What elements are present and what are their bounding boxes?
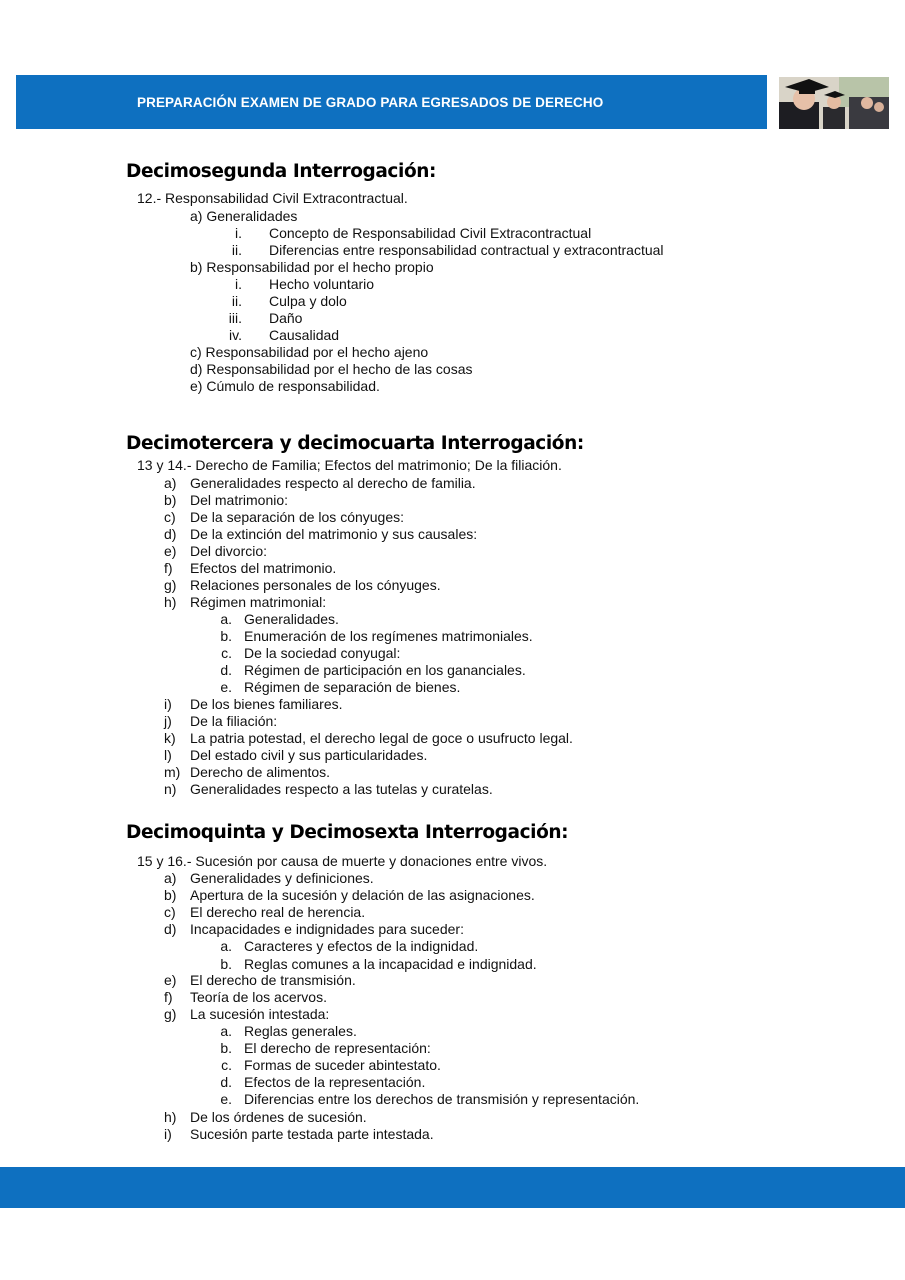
subsection-label: b) Responsabilidad por el hecho propio bbox=[190, 259, 434, 275]
graduates-photo-icon bbox=[779, 77, 889, 129]
list-marker: e. bbox=[220, 1091, 232, 1107]
list-item: De la separación de los cónyuges: bbox=[190, 509, 405, 525]
list-marker: c. bbox=[221, 645, 232, 661]
list-item: Generalidades respecto a las tutelas y curatelas. bbox=[190, 781, 493, 797]
list-marker: b. bbox=[220, 955, 232, 972]
list-item: Hecho voluntario bbox=[269, 276, 375, 292]
list-marker: a) bbox=[164, 870, 177, 886]
list-marker: b. bbox=[220, 1040, 232, 1056]
list-marker: ii. bbox=[231, 242, 242, 258]
section-intro: 15 y 16.- Sucesión por causa de muerte y donaciones entre vivos. bbox=[137, 853, 548, 869]
list-marker: c) bbox=[164, 509, 176, 525]
list-item: La sucesión intestada: bbox=[190, 1006, 330, 1022]
list-marker: a. bbox=[220, 611, 232, 627]
list-marker: iii. bbox=[228, 310, 242, 326]
list-marker: a. bbox=[220, 1023, 232, 1039]
list-item: Culpa y dolo bbox=[269, 293, 347, 309]
list-marker: b) bbox=[164, 492, 177, 508]
list-item: Régimen matrimonial: bbox=[190, 594, 327, 610]
list-marker: g) bbox=[164, 1006, 177, 1022]
header-banner bbox=[16, 75, 767, 129]
list-marker: iv. bbox=[229, 327, 242, 343]
list-marker: d. bbox=[220, 1074, 232, 1090]
list-marker: f) bbox=[164, 989, 173, 1005]
list-marker: e. bbox=[220, 679, 232, 695]
list-item: Efectos de la representación. bbox=[244, 1074, 426, 1090]
list-item: Diferencias entre responsabilidad contractual y extracontractual bbox=[269, 242, 664, 258]
list-item: Del matrimonio: bbox=[190, 492, 289, 508]
section-heading-decimoquinta: Decimoquinta y Decimosexta Interrogación: bbox=[126, 822, 569, 843]
subsection-label: e) Cúmulo de responsabilidad. bbox=[190, 378, 380, 394]
list-item: Reglas generales. bbox=[244, 1023, 357, 1039]
section-intro: 13 y 14.- Derecho de Familia; Efectos del matrimonio; De la filiación. bbox=[137, 457, 562, 473]
list-item: Apertura de la sucesión y delación de las asignaciones. bbox=[190, 887, 535, 903]
subsection-label: a) Generalidades bbox=[190, 208, 298, 224]
list-marker: d. bbox=[220, 662, 232, 678]
list-item: La patria potestad, el derecho legal de goce o usufructo legal. bbox=[190, 730, 573, 746]
list-marker: b) bbox=[164, 887, 177, 903]
list-item: Relaciones personales de los cónyuges. bbox=[190, 577, 441, 593]
list-item: Enumeración de los regímenes matrimoniales. bbox=[244, 628, 533, 644]
list-item: De los órdenes de sucesión. bbox=[190, 1109, 367, 1125]
list-marker: j) bbox=[164, 713, 172, 729]
list-marker: h) bbox=[164, 594, 177, 610]
list-item: De la sociedad conyugal: bbox=[244, 645, 401, 661]
section-intro: 12.- Responsabilidad Civil Extracontractual. bbox=[137, 190, 408, 206]
list-item: Incapacidades e indignidades para suceder: bbox=[190, 921, 464, 937]
list-item: Generalidades respecto al derecho de familia. bbox=[190, 475, 476, 491]
list-marker: i) bbox=[164, 1126, 172, 1142]
list-item: Concepto de Responsabilidad Civil Extracontractual bbox=[269, 225, 592, 241]
section-heading-decimosegunda: Decimosegunda Interrogación: bbox=[126, 161, 437, 182]
list-item: Del estado civil y sus particularidades. bbox=[190, 747, 428, 763]
list-marker: ii. bbox=[231, 293, 242, 309]
list-item: Caracteres y efectos de la indignidad. bbox=[244, 938, 479, 954]
list-marker: n) bbox=[164, 781, 177, 797]
list-item: Formas de suceder abintestato. bbox=[244, 1057, 441, 1073]
list-item: Efectos del matrimonio. bbox=[190, 560, 337, 576]
section-heading-decimotercera: Decimotercera y decimocuarta Interrogación: bbox=[126, 433, 584, 454]
list-item: Generalidades y definiciones. bbox=[190, 870, 374, 886]
list-marker: e) bbox=[164, 543, 177, 559]
subsection-label: c) Responsabilidad por el hecho ajeno bbox=[190, 344, 429, 360]
list-marker: e) bbox=[164, 972, 177, 988]
list-marker: c) bbox=[164, 904, 176, 920]
list-marker: i) bbox=[164, 696, 172, 712]
list-item: Régimen de separación de bienes. bbox=[244, 679, 461, 695]
list-item: El derecho de representación: bbox=[244, 1040, 431, 1056]
list-item: De la filiación: bbox=[190, 713, 278, 729]
list-marker: f) bbox=[164, 560, 173, 576]
list-item: Teoría de los acervos. bbox=[190, 989, 327, 1005]
list-item: Derecho de alimentos. bbox=[190, 764, 331, 780]
list-item: Del divorcio: bbox=[190, 543, 268, 559]
list-marker: d) bbox=[164, 921, 177, 937]
list-marker: a) bbox=[164, 475, 177, 491]
list-item: Régimen de participación en los gananciales. bbox=[244, 662, 526, 678]
list-item: Sucesión parte testada parte intestada. bbox=[190, 1126, 434, 1142]
subsection-label: d) Responsabilidad por el hecho de las cosas bbox=[190, 361, 473, 377]
list-marker: c. bbox=[221, 1057, 232, 1073]
footer-banner bbox=[0, 1167, 905, 1208]
list-item: Reglas comunes a la incapacidad e indignidad. bbox=[244, 955, 537, 972]
list-marker: m) bbox=[164, 764, 181, 780]
list-marker: g) bbox=[164, 577, 177, 593]
list-marker: d) bbox=[164, 526, 177, 542]
header-title: PREPARACIÓN EXAMEN DE GRADO PARA EGRESADOS DE DERECHO bbox=[137, 94, 604, 110]
list-item: Causalidad bbox=[269, 327, 340, 343]
list-item: De la extinción del matrimonio y sus causales: bbox=[190, 526, 478, 542]
list-item: Generalidades. bbox=[244, 611, 339, 627]
list-item: Daño bbox=[269, 310, 303, 326]
list-marker: i. bbox=[235, 276, 242, 292]
list-item: El derecho de transmisión. bbox=[190, 972, 356, 988]
list-marker: i. bbox=[235, 225, 242, 241]
list-item: Diferencias entre los derechos de transmisión y representación. bbox=[244, 1091, 640, 1107]
list-marker: h) bbox=[164, 1109, 177, 1125]
list-marker: k) bbox=[164, 730, 176, 746]
list-marker: l) bbox=[164, 747, 172, 763]
list-item: El derecho real de herencia. bbox=[190, 904, 366, 920]
list-marker: a. bbox=[220, 938, 232, 954]
list-item: De los bienes familiares. bbox=[190, 696, 343, 712]
list-marker: b. bbox=[220, 628, 232, 644]
